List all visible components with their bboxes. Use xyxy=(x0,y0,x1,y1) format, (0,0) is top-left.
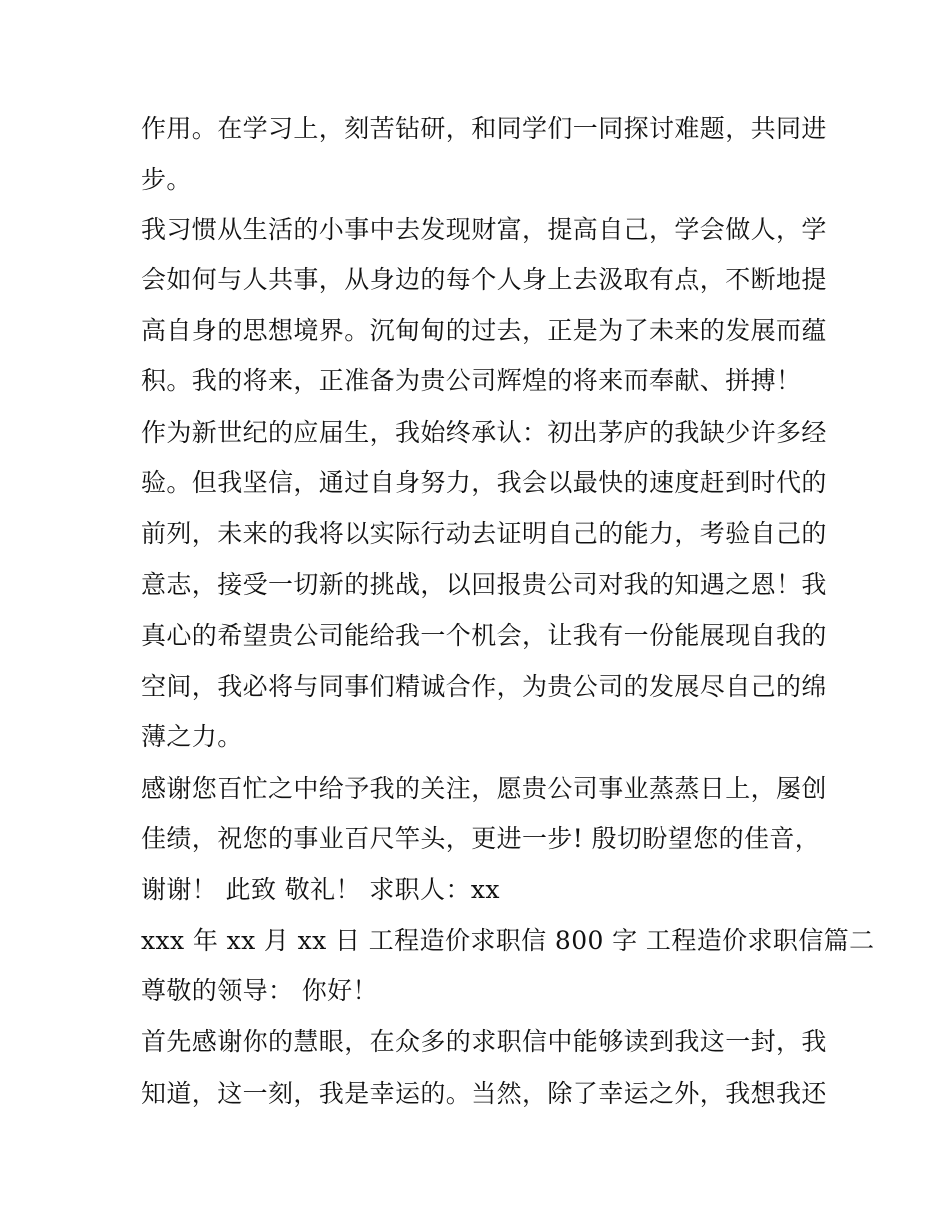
text-line-20: 知道，这一刻，我是幸运的。当然，除了幸运之外，我想我还 xyxy=(141,1079,827,1108)
text-line-14: 感谢您百忙之中给予我的关注，愿贵公司事业蒸蒸日上，屡创 xyxy=(141,774,827,803)
text-line-10: 意志，接受一切新的挑战，以回报贵公司对我的知遇之恩！我 xyxy=(141,570,827,599)
text-line-4: 会如何与人共事，从身边的每个人身上去汲取有点，不断地提 xyxy=(141,265,827,294)
text-line-15: 佳绩，祝您的事业百尺竿头，更进一步! 殷切盼望您的佳音， xyxy=(141,824,821,853)
text-line-11: 真心的希望贵公司能给我一个机会，让我有一份能展现自我的 xyxy=(141,621,827,650)
text-line-3: 我习惯从生活的小事中去发现财富，提高自己，学会做人，学 xyxy=(141,215,827,244)
text-line-12: 空间，我必将与同事们精诚合作，为贵公司的发展尽自己的绵 xyxy=(141,672,827,701)
text-line-6: 积。我的将来，正准备为贵公司辉煌的将来而奉献、拼搏！ xyxy=(141,366,802,395)
text-line-2: 步。 xyxy=(141,165,192,194)
text-line-8: 验。但我坚信，通过自身努力，我会以最快的速度赶到时代的 xyxy=(141,468,827,497)
text-line-19: 首先感谢你的慧眼，在众多的求职信中能够读到我这一封，我 xyxy=(141,1027,827,1056)
text-line-16: 谢谢！ 此致 敬礼！ 求职人：xx xyxy=(141,875,500,904)
text-line-7: 作为新世纪的应届生，我始终承认：初出茅庐的我缺少许多经 xyxy=(141,418,827,447)
text-line-9: 前列，未来的我将以实际行动去证明自己的能力，考验自己的 xyxy=(141,519,827,548)
text-line-18: 尊敬的领导： 你好！ xyxy=(141,976,378,1005)
text-line-17: xxx 年 xx 月 xx 日 工程造价求职信 800 字 工程造价求职信篇二 xyxy=(141,926,875,955)
text-line-1: 作用。在学习上，刻苦钻研，和同学们一同探讨难题，共同进 xyxy=(141,114,827,143)
text-line-5: 高自身的思想境界。沉甸甸的过去，正是为了未来的发展而蕴 xyxy=(141,316,827,345)
text-line-13: 薄之力。 xyxy=(141,722,243,751)
